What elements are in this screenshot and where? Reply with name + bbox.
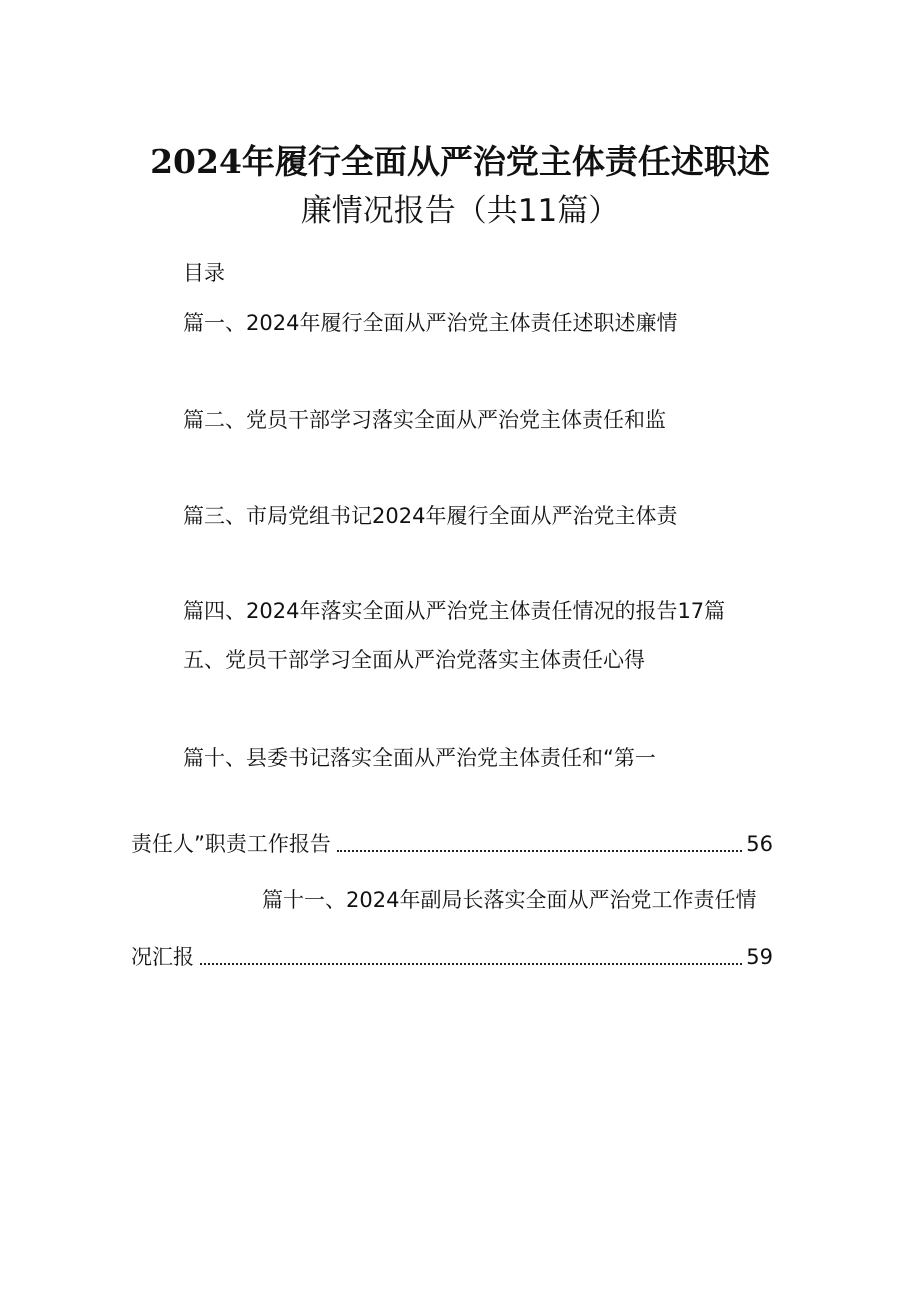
toc-heading: 目录 [183,261,225,285]
document-title-line-1: 2024年履行全面从严治党主体责任述职述 [150,142,770,181]
toc-entry-3[interactable]: 篇三、市局党组书记2024年履行全面从严治党主体责 [183,504,678,528]
toc-entry-5[interactable]: 五、党员干部学习全面从严治党落实主体责任心得 [183,648,645,672]
dot-leader [337,850,742,852]
dot-leader [200,963,742,965]
toc-entry-4[interactable]: 篇四、2024年落实全面从严治党主体责任情况的报告17篇 [183,599,726,623]
toc-entry-10-line-1[interactable]: 篇十、县委书记落实全面从严治党主体责任和“第一 [183,746,656,770]
document-title-line-2: 廉情况报告（共11篇） [300,193,620,229]
toc-entry-11-text: 况汇报 [131,945,194,969]
toc-entry-11-line-2[interactable] [131,943,773,971]
toc-entry-11-page-number: 59 [746,945,773,969]
toc-entry-10-page-number: 56 [746,832,773,856]
toc-entry-11-line-1[interactable]: 篇十一、2024年副局长落实全面从严治党工作责任情 [262,888,757,912]
toc-entry-1[interactable]: 篇一、2024年履行全面从严治党主体责任述职述廉情 [183,311,678,335]
toc-entry-10-line-2[interactable] [131,830,773,858]
toc-entry-2[interactable]: 篇二、党员干部学习落实全面从严治党主体责任和监 [183,408,666,432]
toc-entry-10-text: 责任人”职责工作报告 [131,832,331,856]
